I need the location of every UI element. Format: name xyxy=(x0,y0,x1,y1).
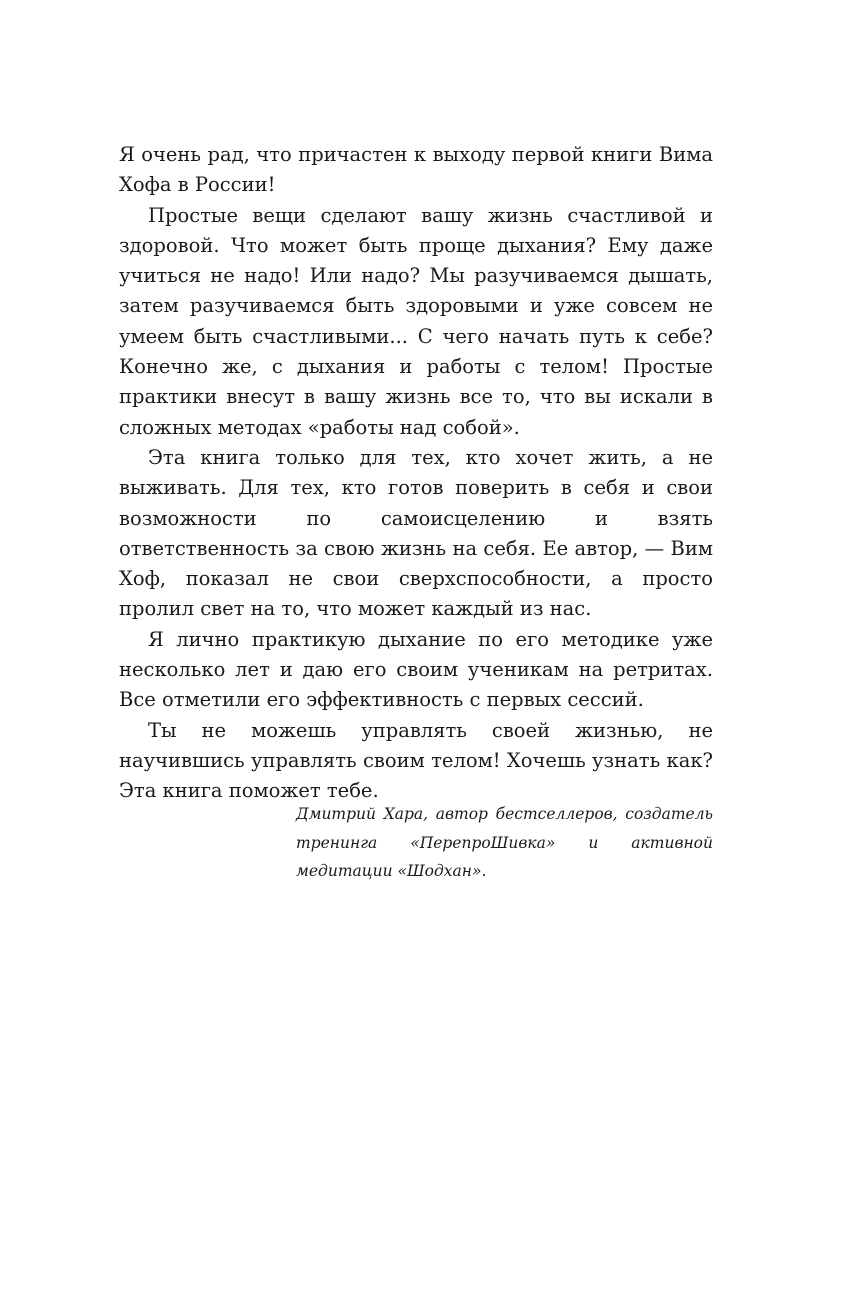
foreword-text xyxy=(119,140,713,807)
author-signature: Дмитрий Хара, автор бестселлеров, создатель тренинга «ПерепроШивка» и активной медитации «Шодхан». xyxy=(296,805,713,880)
paragraph-4: Я лично практикую дыхание по его методике уже несколько лет и даю его своим ученикам на ретритах. Все отметили его эффективность с первых сессий. xyxy=(119,627,713,712)
paragraph-3: Эта книга только для тех, кто хочет жить, а не выживать. Для тех, кто готов поверить в себя и свои возможности по самоисцелению и взять ответственность за свою жизнь на себя. Ее автор, — Вим Хоф, показал не свои сверхспособности, а просто пролил свет на то, что может каждый из нас. xyxy=(119,445,713,621)
paragraph-1: Я очень рад, что причастен к выходу первой книги Вима Хофа в России! xyxy=(119,143,713,197)
paragraph-2: Простые вещи сделают вашу жизнь счастливой и здоровой. Что может быть проще дыхания? Ему даже учиться не надо! Или надо? Мы разучиваемся дышать, затем разучиваемся быть здоровыми и уже совсем не умеем быть счастливыми... С чего начать путь к себе? Конечно же, с дыхания и работы с телом! Простые практики внесут в вашу жизнь все то, что вы искали в сложных методах «работы над собой». xyxy=(119,203,713,439)
paragraph-5: Ты не можешь управлять своей жизнью, не научившись управлять своим телом! Хочешь узнать как? Эта книга поможет тебе. xyxy=(119,718,713,803)
